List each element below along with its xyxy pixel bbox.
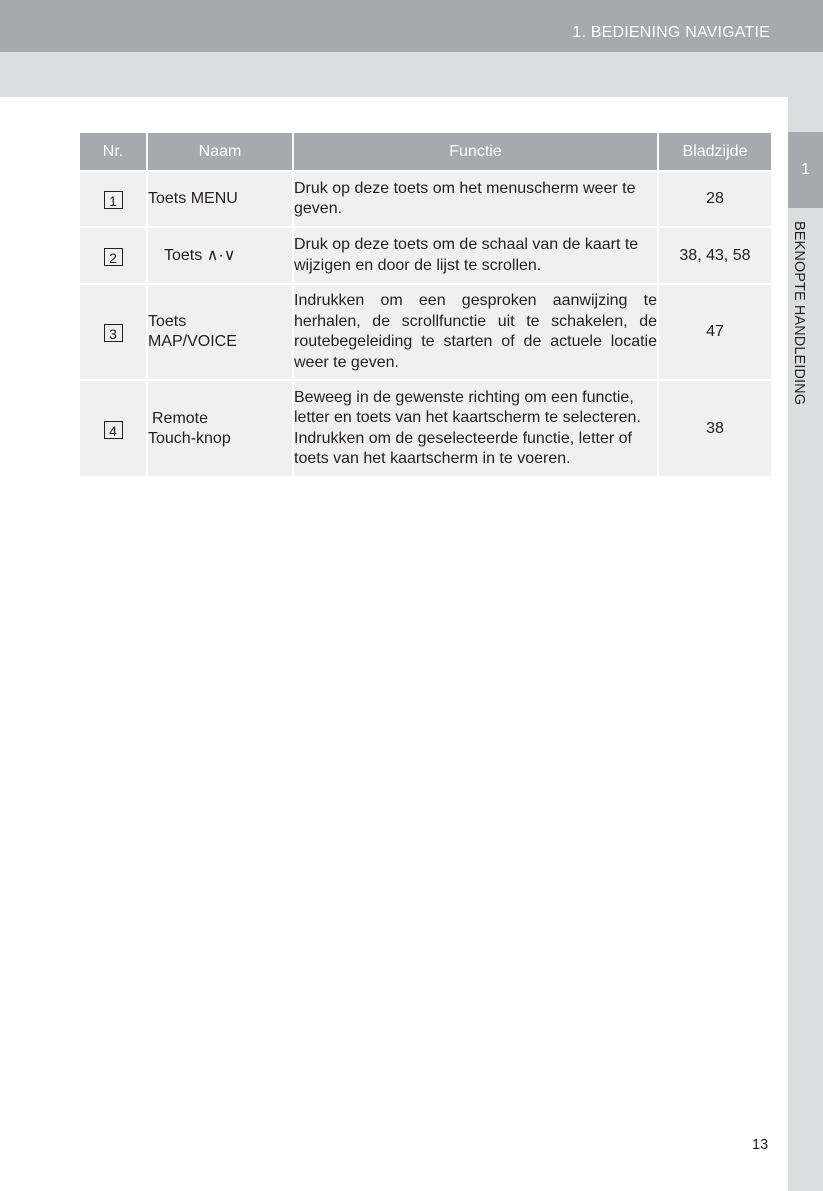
nr-cell xyxy=(80,284,147,380)
function-cell: Indrukken om een gesproken aanwijzing te herhalen, de scrollfunctie uit te schakelen, de routebegeleiding te starten of de actuele locatie weer te geven. xyxy=(293,284,658,380)
nr-cell xyxy=(80,171,147,227)
reference-table xyxy=(80,133,771,476)
item-name-line2: Touch-knop xyxy=(148,429,231,447)
page-reference: 28 xyxy=(658,171,771,227)
table-row xyxy=(80,380,771,476)
table-row xyxy=(80,227,771,284)
item-name: Remote xyxy=(152,409,209,427)
chapter-label xyxy=(787,221,815,441)
table-header-row xyxy=(80,133,771,171)
function-cell: Druk op deze toets om het menuscherm weer te geven. xyxy=(293,171,658,227)
function-cell: Beweeg in de gewenste richting om een functie, letter en toets van het kaartscherm te selecteren. Indrukken om de geselecteerde functie, letter of toets van het kaartscherm in te voeren. xyxy=(293,380,658,476)
name-cell xyxy=(147,227,293,284)
page-number: 13 xyxy=(752,1137,769,1153)
section-title: 1. BEDIENING NAVIGATIE xyxy=(572,24,770,41)
page-reference: 47 xyxy=(658,284,771,380)
item-name-line2: MAP/VOICE xyxy=(148,333,237,350)
column-header-page: Bladzijde xyxy=(658,133,771,171)
function-cell: Druk op deze toets om de schaal van de kaart te wijzigen en door de lijst te scrollen. xyxy=(293,227,658,284)
name-cell xyxy=(147,171,293,227)
item-name: Toets xyxy=(148,313,187,330)
nr-cell xyxy=(80,227,147,284)
name-cell xyxy=(147,380,293,476)
column-header-nr: Nr. xyxy=(80,133,147,171)
item-number: 2 xyxy=(104,248,123,266)
page-reference: 38, 43, 58 xyxy=(658,227,771,284)
item-name: Toets MENU xyxy=(148,190,238,207)
table-row xyxy=(80,171,771,227)
table-row xyxy=(80,284,771,380)
page-reference: 38 xyxy=(658,380,771,476)
chapter-title: BEKNOPTE HANDLEIDING xyxy=(791,221,807,406)
column-header-name: Naam xyxy=(147,133,293,171)
column-header-function: Functie xyxy=(293,133,658,171)
chapter-tab: 1 xyxy=(788,132,823,208)
name-cell xyxy=(147,284,293,380)
item-number: 4 xyxy=(104,421,123,439)
nr-cell xyxy=(80,380,147,476)
header-sub-bar xyxy=(0,52,788,97)
item-number: 1 xyxy=(104,191,123,209)
item-name: Toets ∧·∨ xyxy=(164,246,236,264)
item-number: 3 xyxy=(104,324,123,342)
